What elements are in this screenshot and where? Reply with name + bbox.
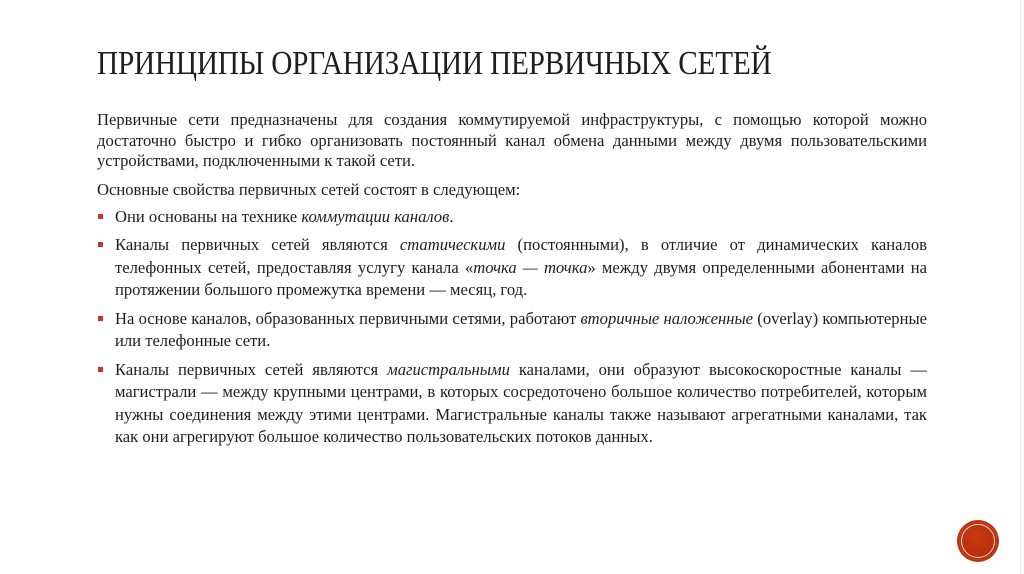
text-run: Они основаны на технике [115, 206, 302, 226]
text-run: Каналы первичных сетей являются [115, 359, 388, 379]
slide-content [97, 110, 927, 455]
list-item [97, 359, 927, 449]
square-bullet-icon [98, 242, 103, 247]
square-bullet-icon [98, 316, 103, 321]
text-run: » между двумя определенными абонентами на протяжении большого промежутка времени — месяц, год. [115, 257, 927, 299]
text-run: . [449, 206, 454, 226]
text-run: каналами, они образуют высокоскоростные каналы — магистрали — между крупными центрами, в которых сосредоточено большое количество потребителей, которым нужны соединения между этими центрами. Магистральные каналы также называют агрегатными каналами, так как они агрегируют большое количество пользовательских потоков данных. [115, 359, 928, 446]
text-run: На основе каналов, образованных первичными сетями, работают [115, 308, 581, 328]
emphasis-text: коммутации каналов [301, 206, 450, 226]
properties-list [97, 206, 927, 449]
slide-edge-divider [1020, 0, 1021, 574]
text-run: Каналы первичных сетей являются [115, 235, 400, 254]
list-item [97, 308, 927, 353]
list-item [97, 206, 927, 229]
lead-paragraph: Основные свойства первичных сетей состоят в следующем: [97, 179, 521, 199]
emphasis-text: статическими [399, 235, 506, 254]
emphasis-text: магистральными [387, 359, 510, 379]
list-item [97, 234, 927, 302]
intro-paragraph: Первичные сети предназначены для создания коммутируемой инфраструктуры, с помощью которой можно достаточно быстро и гибко организовать постоянный канал обмена данными между двумя пользовательскими устройствами, подключенными к такой сети. [97, 110, 927, 170]
slide-title: ПРИНЦИПЫ ОРГАНИЗАЦИИ ПЕРВИЧНЫХ СЕТЕЙ [97, 45, 772, 82]
emphasis-text: точка — точка [473, 257, 588, 277]
text-run: (overlay) компьютерные или телефонные сети. [115, 308, 927, 350]
square-bullet-icon [98, 367, 103, 372]
square-bullet-icon [98, 214, 103, 219]
text-run: (постоянными), в отличие от динамических каналов телефонных сетей, предоставляя услугу канала « [115, 235, 927, 277]
slide-nav-circle-button[interactable] [959, 522, 997, 560]
emphasis-text: вторичные наложенные [580, 308, 754, 328]
